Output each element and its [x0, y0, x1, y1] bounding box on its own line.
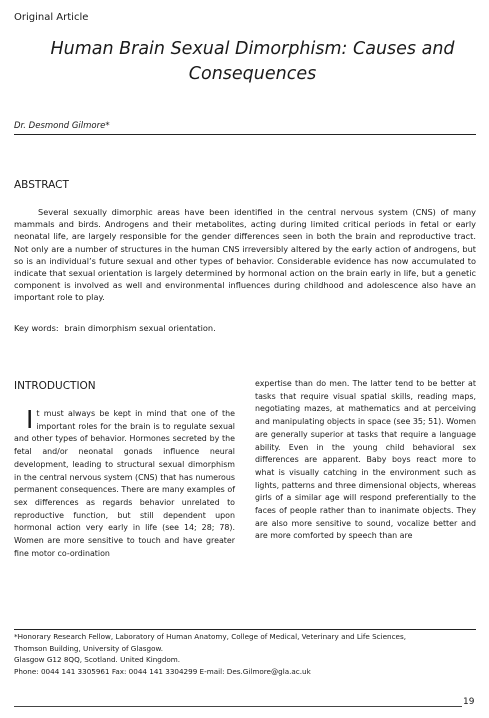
abstract-body: Several sexually dimorphic areas have been identified in the central nervous system (CNS) of many mammals and birds. Androgens and their metabolites, acting during limited critical periods in fetal or early neonatal life, are largely responsible for the gender differences seen in both the brain and reproductive tract. Not only are a number of structures in the human CNS irreversibly altered by the early action of androgens, but so is an individual’s future sexual and other types of behavior. Considerable evidence has now accumulated to indicate that sexual orientation is largely determined by hormonal action on the brain early in life, but a genetic component is involved as well and environmental influences during childhood and adolescence also have an important role to play.	[14, 207, 476, 303]
keywords-line	[14, 323, 216, 333]
author-line: Dr. Desmond Gilmore*	[14, 121, 110, 131]
author-footnote	[14, 631, 479, 677]
page-number: 19	[463, 697, 475, 707]
footnote-contact: Phone: 0044 141 3305961 Fax: 0044 141 3304299 E-mail: Des.Gilmore@gla.ac.uk	[14, 666, 311, 676]
drop-cap: I	[26, 405, 34, 434]
introduction-right-column: expertise than do men. The latter tend to be better at tasks that require visual spatial skills, reading maps, negotiating mazes, at mathematics and at perceiving and manipulating objects in space (see 35; 51). Women are generally superior at tasks that require a language ability. Even in the young child behavioral sex differences are apparent. Baby boys react more to what is visually catching in the environment such as lights, patterns and three dimensional objects, whereas girls of a similar age will respond preferentially to the faces of people rather than to inanimate objects. They are also more sensitive to sound, vocalize better and are more comforted by speech than are	[255, 379, 476, 541]
abstract-heading: ABSTRACT	[14, 179, 69, 191]
introduction-heading: INTRODUCTION	[14, 380, 96, 392]
footnote-building: Thomson Building, University of Glasgow.	[14, 643, 163, 653]
article-type-label: Original Article	[14, 12, 89, 23]
page-footer-rule	[14, 706, 462, 707]
introduction-left-column	[14, 405, 235, 560]
keywords-text: brain dimorphism sexual orientation.	[64, 323, 216, 333]
introduction-left-text: t must always be kept in mind that one of the important roles for the brain is to regulate sexual and other types of behavior. Hormones secreted by the fetal and/or neonatal gonads influence neural development, leading to structural sexual dimorphism in the central nervous system (CNS) that has numerous permanent consequences. There are many examples of sex differences as regards behavior unrelated to reproductive function, but still dependent upon hormonal action very early in life (see 14; 28; 78). Women are more sensitive to touch and have greater fine motor co-ordination	[14, 409, 235, 558]
footnote-address: Glasgow G12 8QQ, Scotland. United Kingdom.	[14, 655, 181, 665]
footnote-affiliation: *Honorary Research Fellow, Laboratory of Human Anatomy, College of Medical, Veterinary and Life Sciences,	[14, 632, 407, 641]
article-title: Human Brain Sexual Dimorphism: Causes and Consequences	[50, 39, 455, 84]
footnote-divider	[14, 629, 476, 630]
keywords-label: Key words:	[14, 323, 59, 333]
author-divider	[14, 134, 476, 135]
